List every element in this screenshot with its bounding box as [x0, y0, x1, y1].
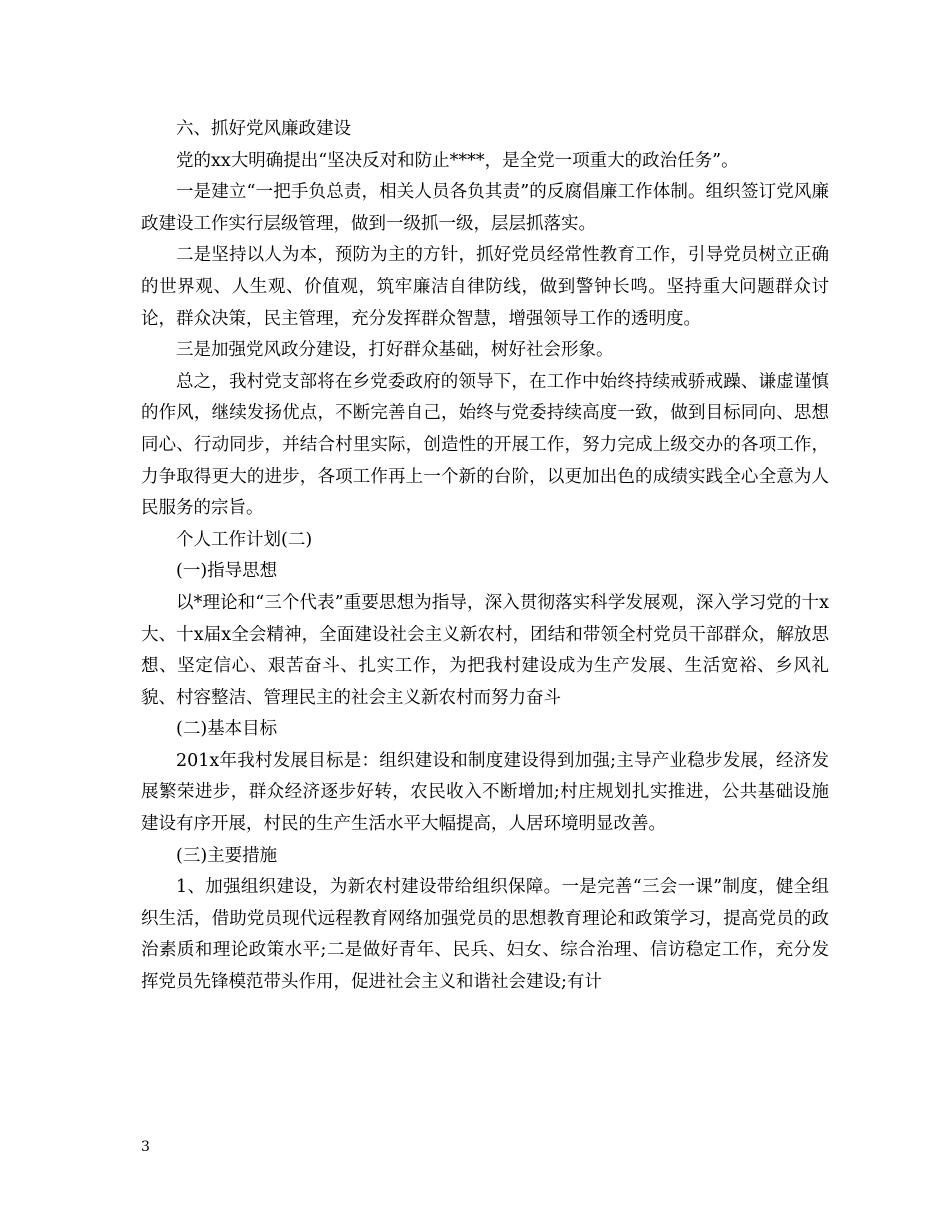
subheading-main-measures: (三)主要措施	[176, 845, 278, 866]
section-heading-work-plan: 个人工作计划(二)	[176, 529, 313, 550]
section-heading-party-style: 六、抓好党风廉政建设	[176, 119, 351, 139]
paragraph: 201x年我村发展目标是：组织建设和制度建设得到加强;主导产业稳步发展，经济发展繁荣进步，群众经济逐步好转，农民收入不断增加;村庄规划扎实推进，公共基础设施建设有序开展，村民的生产生活水平大幅提高，人居环境明显改善。	[141, 750, 829, 835]
paragraph: 三是加强党风政分建设，打好群众基础，树好社会形象。	[176, 340, 614, 361]
document-body	[141, 114, 829, 999]
paragraph: 一是建立“一把手负总责，相关人员各负其责”的反腐倡廉工作体制。组织签订党风廉政建设工作实行层级管理，做到一级抓一级，层层抓落实。	[141, 182, 829, 234]
paragraph: 1、加强组织建设，为新农村建设带给组织保障。一是完善“三会一课”制度，健全组织生活，借助党员现代远程教育网络加强党员的思想教育理论和政策学习，提高党员的政治素质和理论政策水平;二是做好青年、民兵、妇女、综合治理、信访稳定工作，充分发挥党员先锋模范带头作用，促进社会主义和谐社会建设;有计	[141, 877, 829, 993]
paragraph: 党的xx大明确提出“坚决反对和防止****，是全党一项重大的政治任务”。	[176, 150, 739, 171]
paragraph: 二是坚持以人为本，预防为主的方针，抓好党员经常性教育工作，引导党员树立正确的世界观、人生观、价值观，筑牢廉洁自律防线，做到警钟长鸣。坚持重大问题群众讨论，群众决策，民主管理，充分发挥群众智慧，增强领导工作的透明度。	[141, 245, 829, 329]
paragraph: 以*理论和“三个代表”重要思想为指导，深入贯彻落实科学发展观，深入学习党的十x大、十x届x全会精神，全面建设社会主义新农村，团结和带领全村党员干部群众，解放思想、坚定信心、艰苦奋斗、扎实工作，为把我村建设成为生产发展、生活宽裕、乡风礼貌、村容整洁、管理民主的社会主义新农村而努力奋斗	[141, 592, 829, 708]
subheading-guiding-ideology: (一)指导思想	[176, 561, 278, 582]
page-number: 3	[141, 1139, 150, 1155]
subheading-basic-goals: (二)基本目标	[176, 719, 278, 740]
paragraph: 总之，我村党支部将在乡党委政府的领导下，在工作中始终持续戒骄戒躁、谦虚谨慎的作风，继续发扬优点，不断完善自己，始终与党委持续高度一致，做到目标同向、思想同心、行动同步，并结合村里实际，创造性的开展工作，努力完成上级交办的各项工作，力争取得更大的进步，各项工作再上一个新的台阶，以更加出色的成绩实践全心全意为人民服务的宗旨。	[141, 371, 829, 519]
